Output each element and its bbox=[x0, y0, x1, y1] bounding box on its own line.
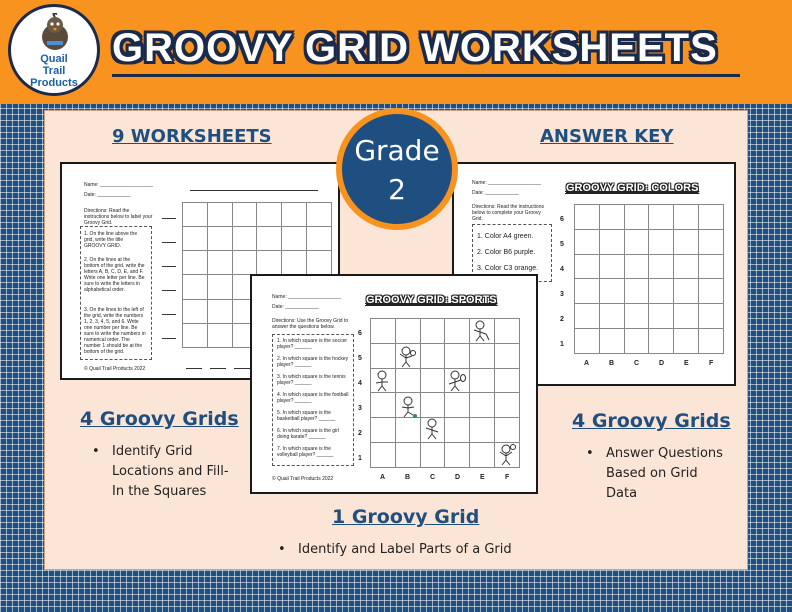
grade-number: 2 bbox=[388, 173, 406, 206]
ws-center-directions: Directions: Use the Groovy Grid to answer the questions below. bbox=[272, 318, 349, 330]
ws-center-row-label: 2 bbox=[358, 430, 362, 437]
ws-center-row-label: 3 bbox=[358, 405, 362, 412]
ws-center-question: 7. In which square is the volleyball player? ______ bbox=[277, 446, 334, 458]
title-underline bbox=[112, 74, 740, 77]
ws-left-name: Name: ___________________ bbox=[84, 182, 153, 188]
ws-left-step: 3. On the lines to the left of the grid, write the numbers 1, 2, 3, 4, 5, and 6. Write one number per line. Be sure to write the numbers in numerical order. The number 1 should be at the bottom of the grid. bbox=[84, 307, 146, 355]
ws-center-col-label: A bbox=[380, 474, 386, 481]
ws-center-questions-box bbox=[272, 334, 354, 466]
ws-right-row-label: 5 bbox=[560, 241, 564, 248]
ws-right-grid bbox=[574, 204, 724, 354]
ws-center-col-label: F bbox=[505, 474, 510, 481]
quail-icon bbox=[37, 13, 73, 53]
ws-center-question: 2. In which square is the hockey player? ______ bbox=[277, 356, 349, 368]
logo-line1: Quail bbox=[40, 53, 68, 65]
ws-left-date: Date: ____________ bbox=[84, 192, 131, 198]
ws-left-step: 2. On the lines at the bottom of the grid, write the letters A, B, C, D, E, and F. Write one letter per line. Be sure to write the letters in alphabetical order. bbox=[84, 257, 145, 293]
answer-key-label: ANSWER KEY bbox=[540, 126, 674, 147]
ws-right-col-label: F bbox=[709, 360, 714, 367]
left-bullet bbox=[92, 442, 232, 502]
tennis-player-icon bbox=[446, 370, 466, 392]
ws-left-directions: Directions: Read the instructions below to label your Groovy Grid. bbox=[84, 208, 153, 226]
ws-right-title: GROOVY GRID: COLORS bbox=[566, 182, 699, 194]
volleyball-player-icon bbox=[496, 444, 516, 466]
right-bullet bbox=[586, 444, 726, 504]
left-bullet-text: Identify Grid Locations and Fill-In the Squares bbox=[112, 444, 229, 499]
soccer-player-icon bbox=[398, 396, 418, 418]
ws-center-question: 6. In which square is the girl doing karate? ______ bbox=[277, 428, 339, 440]
logo-line3: Products bbox=[30, 77, 78, 89]
ws-right-col-label: D bbox=[659, 360, 665, 367]
ws-center-question: 3. In which square is the tennis player? ______ bbox=[277, 374, 346, 386]
center-grid-count: 1 Groovy Grid bbox=[332, 506, 480, 528]
ws-right-row-label: 4 bbox=[560, 266, 564, 273]
ws-center-question: 1. In which square is the soccer player? ______ bbox=[277, 338, 348, 350]
right-grids-count: 4 Groovy Grids bbox=[572, 410, 731, 432]
ws-right-col-label: B bbox=[609, 360, 615, 367]
ws-right-row-label: 1 bbox=[560, 341, 564, 348]
ws-right-step: 2. Color B6 purple. bbox=[477, 249, 536, 256]
grade-label: Grade bbox=[354, 134, 440, 167]
ws-left-step: 1. On the line above the grid, write the title GROOVY GRID. bbox=[84, 231, 138, 249]
ws-center-name: Name: ___________________ bbox=[272, 294, 341, 300]
worksheets-label: 9 WORKSHEETS bbox=[112, 126, 272, 147]
logo-text bbox=[11, 53, 97, 89]
ws-right-row-label: 3 bbox=[560, 291, 564, 298]
ws-center-col-label: E bbox=[480, 474, 485, 481]
logo-line2: Trail bbox=[42, 65, 66, 77]
ws-right-col-label: A bbox=[584, 360, 590, 367]
ws-center-col-label: D bbox=[455, 474, 461, 481]
ws-right-name: Name: ___________________ bbox=[472, 180, 541, 186]
center-bullet bbox=[278, 540, 578, 560]
bullet-dot-icon: • bbox=[92, 444, 100, 459]
header-banner bbox=[0, 0, 792, 104]
bullet-dot-icon: • bbox=[278, 542, 286, 557]
ws-center-row-label: 4 bbox=[358, 380, 362, 387]
grade-badge bbox=[336, 108, 458, 230]
ws-left-steps-box bbox=[80, 226, 152, 360]
ws-center-question: 4. In which square is the football player? ______ bbox=[277, 392, 349, 404]
page-title: GROOVY GRID WORKSHEETS bbox=[112, 26, 718, 70]
ws-right-col-label: E bbox=[684, 360, 689, 367]
basketball-player-icon bbox=[396, 346, 416, 368]
bullet-dot-icon: • bbox=[586, 446, 594, 461]
left-grids-count: 4 Groovy Grids bbox=[80, 408, 239, 430]
right-bullet-text: Answer Questions Based on Grid Data bbox=[606, 446, 723, 501]
ws-right-date: Date: ____________ bbox=[472, 190, 519, 196]
karate-girl-icon bbox=[422, 418, 442, 440]
quail-trail-logo bbox=[8, 4, 100, 96]
ws-right-step: 3. Color C3 orange. bbox=[477, 265, 539, 272]
ws-center-row-label: 1 bbox=[358, 455, 362, 462]
ws-center-col-label: C bbox=[430, 474, 436, 481]
ws-left-copyright: © Quail Trail Products 2022 bbox=[84, 366, 146, 372]
ws-center-col-label: B bbox=[405, 474, 411, 481]
ws-center-title: GROOVY GRID: SPORTS bbox=[366, 294, 497, 306]
ws-right-directions: Directions: Read the instructions below to complete your Groovy Grid. bbox=[472, 204, 544, 222]
worksheet-center bbox=[250, 274, 538, 494]
ws-right-row-label: 6 bbox=[560, 216, 564, 223]
hockey-player-icon bbox=[470, 320, 490, 342]
ws-right-col-label: C bbox=[634, 360, 640, 367]
ws-center-date: Date: ____________ bbox=[272, 304, 319, 310]
center-bullet-text: Identify and Label Parts of a Grid bbox=[298, 542, 512, 557]
ws-center-row-label: 5 bbox=[358, 355, 362, 362]
ws-right-row-label: 2 bbox=[560, 316, 564, 323]
ws-center-question: 5. In which square is the basketball player? ______ bbox=[277, 410, 336, 422]
ws-center-copyright: © Quail Trail Products 2022 bbox=[272, 476, 334, 482]
football-player-icon bbox=[372, 370, 392, 392]
ws-right-step: 1. Color A4 green. bbox=[477, 233, 534, 240]
ws-left-title-line bbox=[190, 190, 318, 191]
ws-center-row-label: 6 bbox=[358, 330, 362, 337]
